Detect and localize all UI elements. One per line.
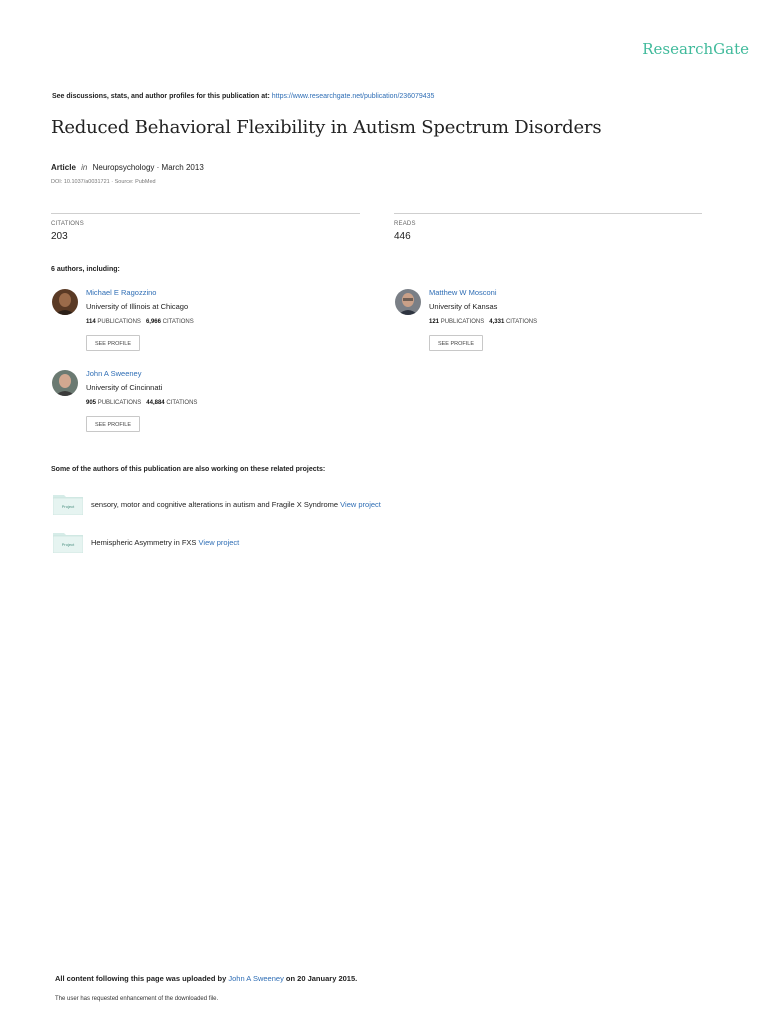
discussions-line	[52, 93, 434, 100]
upload-suffix: on 20 January 2015.	[285, 974, 358, 983]
citations-label: CITATIONS	[51, 221, 84, 227]
researchgate-logo[interactable]: ResearchGate	[642, 40, 749, 58]
journal-date: Neuropsychology · March 2013	[92, 163, 204, 172]
author-stats	[86, 400, 197, 406]
project-folder-icon	[53, 493, 83, 515]
portrait-photo-icon	[395, 289, 421, 315]
citations-label: CITATIONS	[505, 319, 538, 325]
project-icon-label: Project	[61, 504, 75, 509]
article-meta	[51, 163, 204, 172]
project-icon-label: Project	[61, 542, 75, 547]
author-institution: University of Kansas	[429, 302, 498, 311]
author-stats	[429, 319, 537, 325]
citations-label: CITATIONS	[162, 319, 194, 325]
authors-heading: 6 authors, including:	[51, 266, 120, 273]
citations-label: CITATIONS	[166, 400, 198, 406]
author-name-ragozzino[interactable]: Michael E Ragozzino	[86, 288, 157, 297]
author-avatar-ragozzino[interactable]	[52, 289, 78, 315]
reads-label: READS	[394, 221, 416, 227]
enhancement-note: The user has requested enhancement of the downloaded file.	[55, 996, 219, 1002]
upload-prefix: All content following this page was uploaded by	[55, 974, 227, 983]
citations-count: 44,884	[146, 400, 165, 406]
author-avatar-sweeney[interactable]	[52, 370, 78, 396]
project-title: sensory, motor and cognitive alterations in autism and Fragile X Syndrome	[91, 500, 339, 509]
publications-count: 905	[86, 400, 97, 406]
reads-value: 446	[394, 231, 411, 242]
project-folder-icon	[53, 531, 83, 553]
see-profile-button[interactable]: SEE PROFILE	[86, 335, 140, 351]
author-avatar-mosconi[interactable]	[395, 289, 421, 315]
view-project-link[interactable]: View project	[340, 500, 381, 509]
author-name-sweeney[interactable]: John A Sweeney	[86, 369, 142, 378]
publications-count: 114	[86, 319, 96, 325]
publication-url-link[interactable]: https://www.researchgate.net/publication/236079435	[271, 93, 435, 100]
publications-label: PUBLICATIONS	[97, 400, 142, 406]
publications-label: PUBLICATIONS	[97, 319, 141, 325]
citations-count: 6,966	[145, 319, 161, 325]
project-item	[91, 500, 381, 509]
article-type: Article	[51, 163, 76, 172]
related-projects-heading: Some of the authors of this publication are also working on these related projects:	[51, 466, 326, 473]
citations-value: 203	[51, 231, 68, 242]
citations-divider	[51, 213, 360, 214]
citations-count: 4,331	[489, 319, 505, 325]
author-institution: University of Illinois at Chicago	[86, 302, 189, 311]
discussions-text: See discussions, stats, and author profiles for this publication at:	[52, 93, 270, 100]
article-in: in	[81, 163, 88, 172]
see-profile-button[interactable]: SEE PROFILE	[86, 416, 140, 432]
see-profile-button[interactable]: SEE PROFILE	[429, 335, 483, 351]
portrait-photo-icon	[52, 289, 78, 315]
project-item	[91, 538, 239, 547]
author-name-mosconi[interactable]: Matthew W Mosconi	[429, 288, 497, 297]
doi-line: DOI: 10.1037/a0031721 · Source: PubMed	[51, 179, 156, 185]
reads-divider	[394, 213, 702, 214]
portrait-photo-icon	[52, 370, 78, 396]
upload-notice	[55, 974, 357, 983]
paper-title: Reduced Behavioral Flexibility in Autism Spectrum Disorders	[51, 117, 602, 138]
author-institution: University of Cincinnati	[86, 383, 163, 392]
uploader-link[interactable]: John A Sweeney	[228, 974, 284, 983]
author-stats	[86, 319, 194, 325]
publications-label: PUBLICATIONS	[440, 319, 485, 325]
view-project-link[interactable]: View project	[198, 538, 240, 547]
publications-count: 121	[429, 319, 440, 325]
project-title: Hemispheric Asymmetry in FXS	[91, 538, 197, 547]
